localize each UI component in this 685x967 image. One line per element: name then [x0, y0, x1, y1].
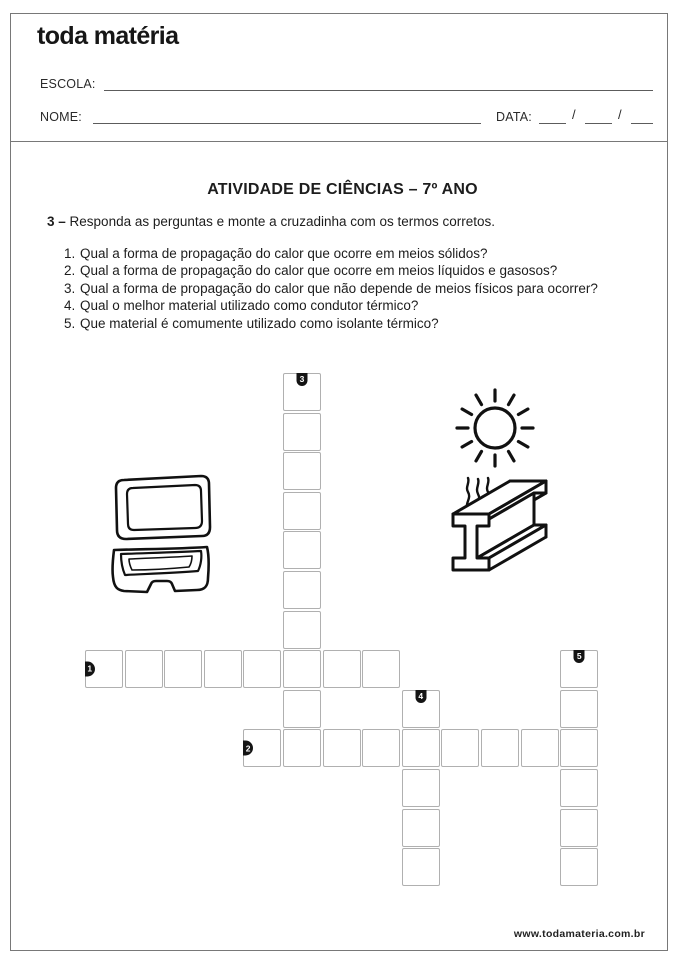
heated-metal-beam-icon — [448, 470, 563, 580]
crossword-cell — [362, 650, 400, 688]
crossword-number-badge: 1 — [85, 662, 95, 677]
crossword-cell — [402, 848, 440, 886]
data-label: DATA: — [496, 110, 532, 124]
crossword-cell — [402, 809, 440, 847]
crossword-cell — [560, 809, 598, 847]
crossword-cell — [283, 373, 321, 411]
styrofoam-food-container-icon — [88, 462, 228, 617]
crossword-cell — [283, 571, 321, 609]
crossword-cell — [323, 650, 361, 688]
crossword-cell — [283, 452, 321, 490]
crossword-cell — [283, 729, 321, 767]
crossword-cell — [560, 848, 598, 886]
crossword-cell — [560, 650, 598, 688]
crossword-cell — [402, 690, 440, 728]
toda-materia-logo: toda matéria — [37, 22, 179, 50]
question-text: Qual a forma de propagação do calor que ocorre em meios sólidos? — [80, 246, 488, 261]
crossword-cell — [362, 729, 400, 767]
crossword-cell — [283, 650, 321, 688]
date-slash: / — [572, 107, 576, 122]
crossword-cell — [481, 729, 519, 767]
crossword-cell — [560, 690, 598, 728]
crossword-cell — [283, 611, 321, 649]
crossword-cell — [283, 690, 321, 728]
crossword-cell — [243, 729, 281, 767]
crossword-cell — [402, 729, 440, 767]
escola-label: ESCOLA: — [40, 77, 96, 91]
crossword-number-badge: 2 — [243, 741, 253, 756]
crossword-cell — [164, 650, 202, 688]
footer-url: www.todamateria.com.br — [513, 928, 645, 940]
crossword-cell — [243, 650, 281, 688]
worksheet-title: ATIVIDADE DE CIÊNCIAS – 7º ANO — [207, 181, 478, 198]
crossword-cell — [283, 492, 321, 530]
question-number: 1. — [64, 246, 76, 261]
question-text: Qual o melhor material utilizado como condutor térmico? — [80, 298, 419, 314]
crossword-cell — [125, 650, 163, 688]
crossword-cell — [560, 769, 598, 807]
crossword-cell — [521, 729, 559, 767]
question-number: 4. — [64, 298, 76, 314]
crossword-number-badge: 4 — [415, 690, 426, 703]
question-number: 5. — [64, 315, 76, 331]
instruction-text: Responda as perguntas e monte a cruzadinha com os termos corretos. — [69, 214, 496, 229]
crossword-cell — [283, 413, 321, 451]
crossword-cell — [402, 769, 440, 807]
crossword-cell — [283, 531, 321, 569]
question-text: Qual a forma de propagação do calor que ocorre em meios líquidos e gasosos? — [80, 263, 558, 279]
crossword-cell — [441, 729, 479, 767]
question-text: Qual a forma de propagação do calor que não depende de meios físicos para ocorrer? — [80, 280, 598, 296]
question-text: Que material é comumente utilizado como isolante térmico? — [80, 315, 439, 331]
question-number: 3. — [64, 280, 76, 296]
crossword-cell — [560, 729, 598, 767]
crossword-cell — [204, 650, 242, 688]
date-slash: / — [618, 107, 622, 122]
exercise-number: 3 – — [47, 214, 66, 229]
nome-label: NOME: — [40, 110, 82, 124]
crossword-cell — [85, 650, 123, 688]
question-number: 2. — [64, 263, 76, 279]
crossword-number-badge: 3 — [297, 373, 308, 386]
crossword-cell — [323, 729, 361, 767]
crossword-number-badge: 5 — [574, 650, 585, 663]
sun-icon — [455, 388, 535, 468]
